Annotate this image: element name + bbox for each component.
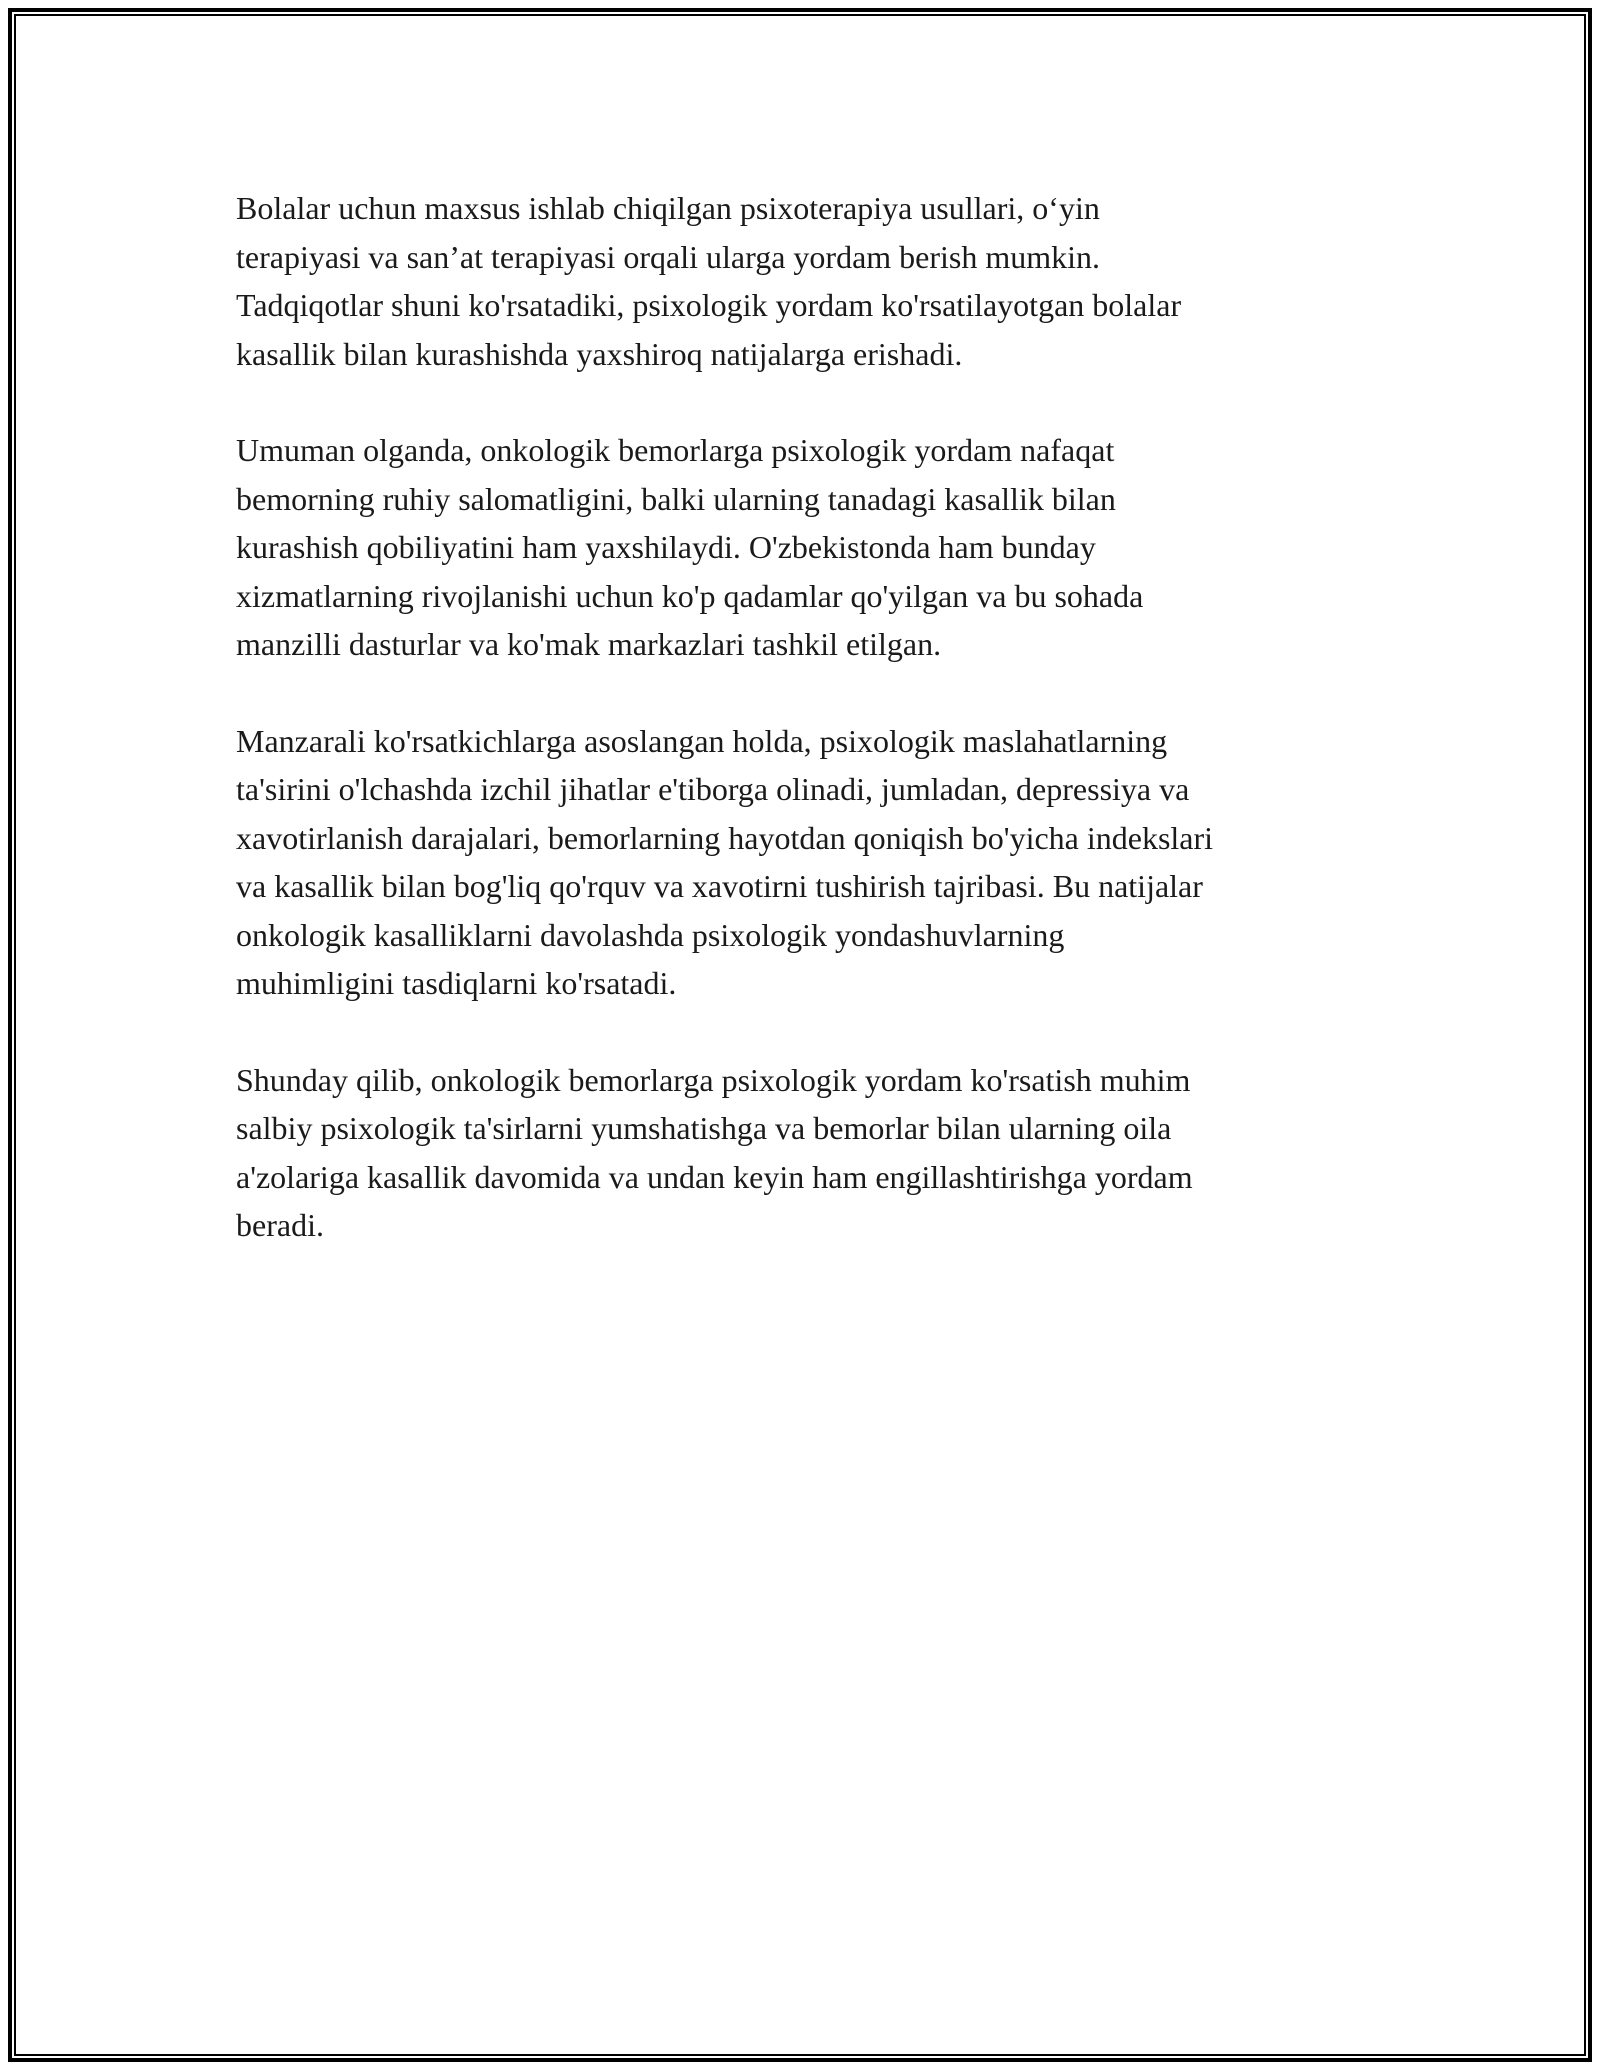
text-line: onkologik kasalliklarni davolashda psixologik yondashuvlarning: [236, 916, 1065, 953]
paragraph-2: [236, 426, 1376, 669]
text-line: Bolalar uchun maxsus ishlab chiqilgan psixoterapiya usullari, o‘yin: [236, 190, 1100, 226]
text-line: a'zolariga kasallik davomida va undan keyin ham engillashtirishga yordam: [236, 1158, 1193, 1195]
text-line: Tadqiqotlar shuni ko'rsatadiki, psixologik yordam ko'rsatilayotgan bolalar: [236, 287, 1182, 323]
text-line: xavotirlanish darajalari, bemorlarning hayotdan qoniqish bo'yicha indekslari: [236, 819, 1214, 856]
paragraph-3: [236, 717, 1376, 1008]
text-line: kasallik bilan kurashishda yaxshiroq natijalarga erishadi.: [236, 335, 963, 372]
text-line: beradi.: [236, 1207, 324, 1243]
paragraph-1: [236, 184, 1376, 378]
text-line: Shunday qilib, onkologik bemorlarga psixologik yordam ko'rsatish muhim: [236, 1061, 1191, 1098]
text-line: xizmatlarning rivojlanishi uchun ko'p qadamlar qo'yilgan va bu sohada: [236, 577, 1144, 614]
text-line: Umuman olganda, onkologik bemorlarga psixologik yordam nafaqat: [236, 432, 1115, 468]
text-line: salbiy psixologik ta'sirlarni yumshatishga va bemorlar bilan ularning oila: [236, 1110, 1172, 1146]
text-line: Manzarali ko'rsatkichlarga asoslangan holda, psixologik maslahatlarning: [236, 722, 1168, 759]
text-line: ta'sirini o'lchashda izchil jihatlar e'tiborga olinadi, jumladan, depressiya va: [236, 771, 1190, 807]
text-line: manzilli dasturlar va ko'mak markazlari tashkil etilgan.: [236, 626, 942, 662]
document-body: [236, 184, 1376, 1298]
text-line: muhimligini tasdiqlarni ko'rsatadi.: [236, 965, 677, 1001]
text-line: bemorning ruhiy salomatligini, balki ularning tanadagi kasallik bilan: [236, 480, 1116, 517]
paragraph-4: [236, 1056, 1376, 1250]
text-line: terapiyasi va san’at terapiyasi orqali ularga yordam berish mumkin.: [236, 238, 1101, 275]
text-line: va kasallik bilan bog'liq qo'rquv va xavotirni tushirish tajribasi. Bu natijalar: [236, 868, 1203, 904]
text-line: kurashish qobiliyatini ham yaxshilaydi. O'zbekistonda ham bunday: [236, 529, 1096, 565]
